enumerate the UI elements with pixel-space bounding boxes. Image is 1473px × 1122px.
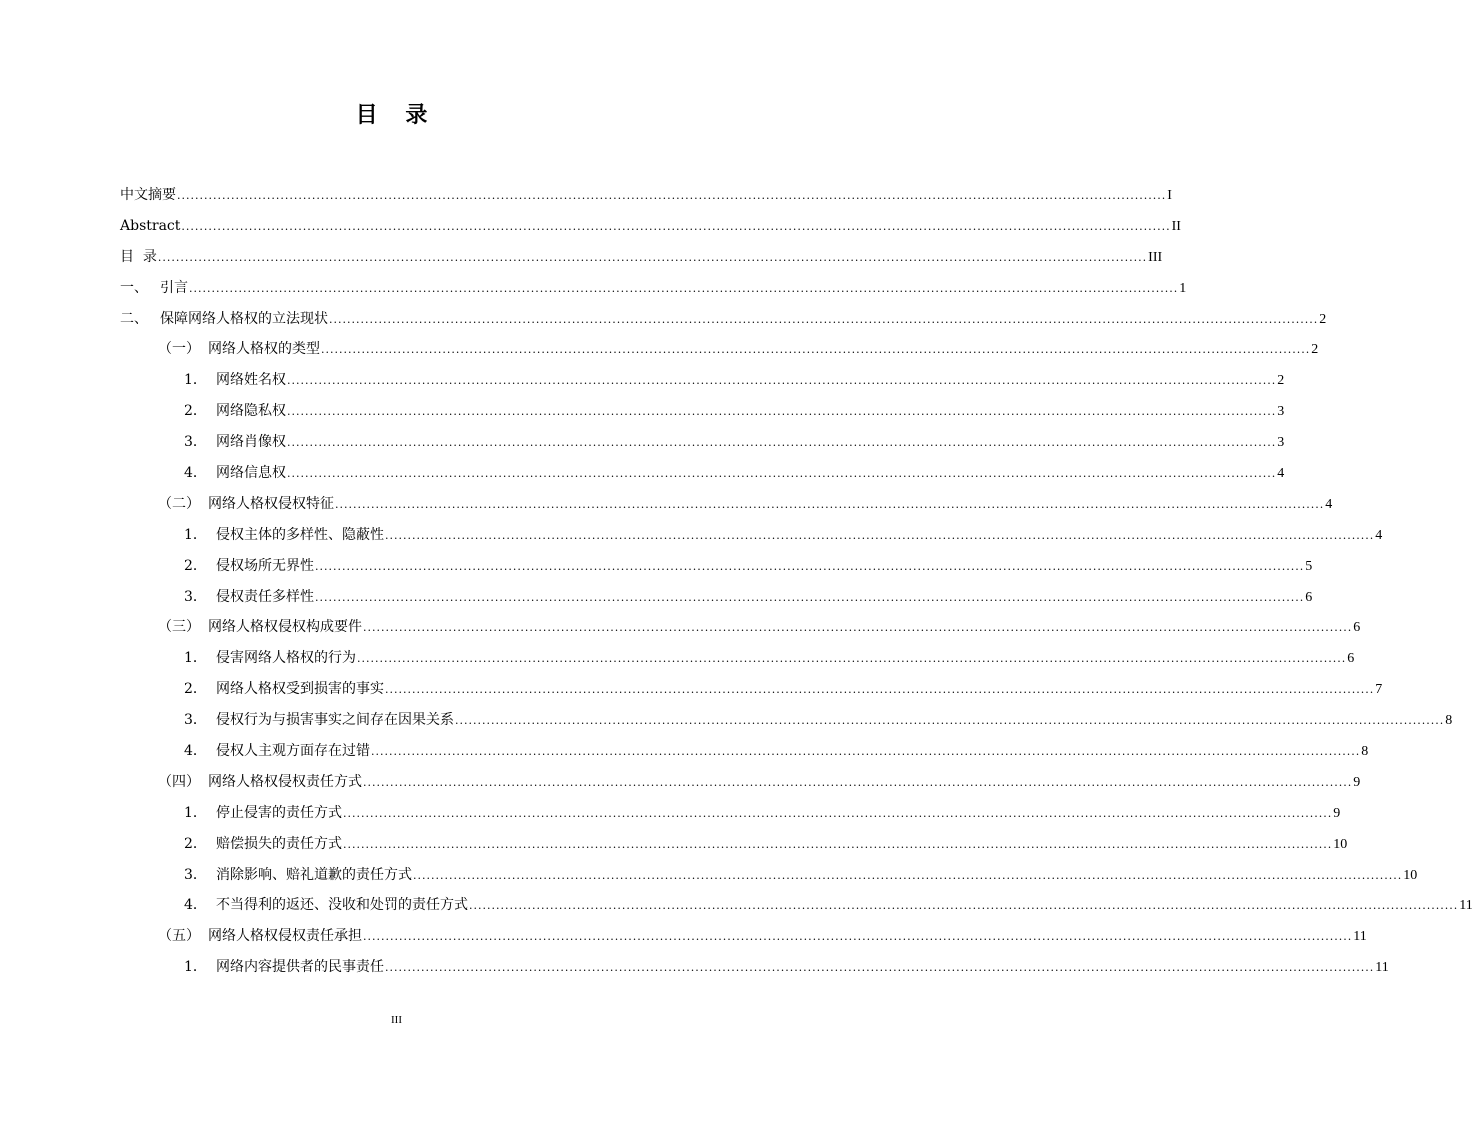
toc-entry-number: （四） — [158, 773, 200, 790]
toc-entry[interactable] — [120, 705, 1453, 736]
toc-entry-number: （一） — [158, 341, 200, 358]
toc-entry-number: 4． — [184, 897, 207, 914]
toc-entry[interactable] — [120, 643, 1355, 674]
toc-entry-number: 2． — [184, 835, 207, 852]
toc-entry-page: 2 — [1277, 373, 1285, 389]
toc-leader-dots: ............................................................................................................................................................................................................................ — [287, 405, 1277, 419]
page-title: 目 录 — [355, 103, 438, 128]
toc-leader-dots: ............................................................................................................................................................................................................................ — [363, 775, 1353, 789]
toc-entry-page: 10 — [1403, 867, 1418, 883]
toc-entry-number: 1． — [184, 372, 207, 389]
toc-entry[interactable] — [120, 180, 1172, 211]
toc-entry-title: 不当得利的返还、没收和处罚的责任方式 — [216, 897, 468, 914]
toc-entry[interactable] — [120, 273, 1187, 304]
toc-leader-dots: ............................................................................................................................................................................................................................ — [455, 714, 1445, 728]
toc-entry-page: 11 — [1459, 898, 1473, 914]
toc-entry-title: 侵权场所无界性 — [216, 557, 314, 574]
toc-leader-dots: ............................................................................................................................................................................................................................ — [287, 467, 1277, 481]
toc-entry-number: 4． — [184, 465, 207, 482]
toc-entry-title: 消除影响、赔礼道歉的责任方式 — [216, 866, 412, 883]
toc-entry-page: 11 — [1375, 960, 1389, 976]
toc-entry-number: 1． — [184, 650, 207, 667]
toc-leader-dots: ............................................................................................................................................................................................................................ — [371, 745, 1361, 759]
toc-entry-number: （三） — [158, 619, 200, 636]
toc-leader-dots: ............................................................................................................................................................................................................................ — [181, 219, 1171, 233]
toc-entry-page: 3 — [1277, 404, 1285, 420]
toc-entry-title: 侵权人主观方面存在过错 — [216, 743, 370, 760]
toc-entry-title: 停止侵害的责任方式 — [216, 804, 342, 821]
toc-leader-dots: ............................................................................................................................................................................................................................ — [189, 281, 1179, 295]
toc-entry-number: 3． — [184, 434, 207, 451]
toc-entry-page: 2 — [1319, 311, 1327, 327]
toc-entry-title: 网络姓名权 — [216, 372, 286, 389]
toc-entry-title: 侵权行为与损害事实之间存在因果关系 — [216, 712, 454, 729]
toc-entry-title: 网络人格权的类型 — [208, 341, 320, 358]
toc-entry[interactable] — [120, 952, 1389, 983]
toc-entry-page: 4 — [1277, 466, 1285, 482]
toc-entry[interactable] — [120, 334, 1319, 365]
toc-entry[interactable] — [120, 921, 1367, 952]
toc-leader-dots: ............................................................................................................................................................................................................................ — [343, 837, 1333, 851]
toc-entry[interactable] — [120, 304, 1327, 335]
toc-entry-page: I — [1167, 188, 1172, 203]
table-of-contents — [120, 180, 1473, 983]
toc-entry-number: 2． — [184, 557, 207, 574]
toc-entry-title: 网络人格权受到损害的事实 — [216, 681, 384, 698]
toc-entry[interactable] — [120, 211, 1181, 242]
toc-entry-title: 网络人格权侵权责任方式 — [208, 773, 362, 790]
toc-entry-page: II — [1171, 218, 1181, 234]
toc-entry-page: 1 — [1179, 280, 1187, 296]
toc-entry-title: 保障网络人格权的立法现状 — [160, 310, 328, 327]
toc-entry-page: 6 — [1305, 589, 1313, 605]
toc-entry[interactable] — [120, 736, 1369, 767]
toc-leader-dots: ............................................................................................................................................................................................................................ — [335, 497, 1325, 511]
toc-entry[interactable] — [120, 458, 1285, 489]
toc-entry-title: 网络内容提供者的民事责任 — [216, 959, 384, 976]
toc-entry-page: 3 — [1277, 435, 1285, 451]
toc-entry-number: 1． — [184, 804, 207, 821]
toc-entry-page: 11 — [1353, 929, 1367, 945]
toc-entry-number: 二、 — [120, 310, 148, 327]
toc-entry-title: Abstract — [120, 217, 181, 234]
toc-entry-number: 一、 — [120, 279, 148, 296]
toc-leader-dots: ............................................................................................................................................................................................................................ — [363, 621, 1353, 635]
toc-entry-page: 6 — [1347, 651, 1355, 667]
toc-entry-title: 网络信息权 — [216, 465, 286, 482]
toc-leader-dots: ............................................................................................................................................................................................................................ — [177, 189, 1167, 202]
toc-leader-dots: ............................................................................................................................................................................................................................ — [321, 343, 1311, 357]
toc-entry-page: 7 — [1375, 682, 1383, 698]
toc-entry-page: 5 — [1305, 558, 1313, 574]
toc-entry[interactable] — [120, 674, 1383, 705]
toc-leader-dots: ............................................................................................................................................................................................................................ — [329, 312, 1319, 326]
toc-entry-number: （五） — [158, 928, 200, 945]
toc-entry-number: 3． — [184, 588, 207, 605]
toc-leader-dots: ............................................................................................................................................................................................................................ — [157, 250, 1148, 264]
toc-entry-page: 10 — [1333, 836, 1348, 852]
toc-entry-number: 3． — [184, 712, 207, 729]
toc-entry-title: 侵权主体的多样性、隐蔽性 — [216, 526, 384, 543]
toc-leader-dots: ............................................................................................................................................................................................................................ — [385, 683, 1375, 697]
toc-entry[interactable] — [120, 551, 1313, 582]
toc-entry-number: （二） — [158, 495, 200, 512]
toc-entry-title: 引言 — [160, 279, 188, 296]
toc-leader-dots: ............................................................................................................................................................................................................................ — [315, 559, 1305, 573]
toc-leader-dots: ............................................................................................................................................................................................................................ — [363, 930, 1353, 944]
toc-entry-number: 2． — [184, 403, 207, 420]
toc-entry[interactable] — [120, 767, 1361, 798]
page-number: III — [391, 1014, 402, 1026]
toc-entry[interactable] — [120, 427, 1285, 458]
toc-entry[interactable] — [120, 489, 1333, 520]
toc-leader-dots: ............................................................................................................................................................................................................................ — [385, 961, 1375, 975]
toc-entry-title: 侵权责任多样性 — [216, 588, 314, 605]
toc-entry-page: 6 — [1353, 620, 1361, 636]
toc-entry-page: 4 — [1325, 496, 1333, 512]
toc-entry-title: 中文摘要 — [120, 187, 176, 203]
toc-entry-title: 网络人格权侵权责任承担 — [208, 928, 362, 945]
toc-leader-dots: ............................................................................................................................................................................................................................ — [413, 868, 1403, 882]
toc-entry[interactable] — [120, 612, 1361, 643]
toc-entry-title: 侵害网络人格权的行为 — [216, 650, 356, 667]
toc-entry[interactable] — [120, 365, 1285, 396]
toc-entry-title: 网络人格权侵权特征 — [208, 495, 334, 512]
toc-entry-title: 赔偿损失的责任方式 — [216, 835, 342, 852]
toc-entry-number: 1． — [184, 959, 207, 976]
toc-entry-page: III — [1148, 249, 1163, 265]
toc-leader-dots: ............................................................................................................................................................................................................................ — [469, 899, 1459, 913]
toc-entry[interactable] — [120, 396, 1285, 427]
toc-entry-title: 网络人格权侵权构成要件 — [208, 619, 362, 636]
toc-entry[interactable] — [120, 520, 1383, 551]
toc-entry[interactable] — [120, 829, 1348, 860]
toc-entry[interactable] — [120, 890, 1473, 921]
toc-entry-number: 1． — [184, 526, 207, 543]
toc-entry-page: 4 — [1375, 527, 1383, 543]
toc-entry-page: 8 — [1361, 744, 1369, 760]
toc-entry[interactable] — [120, 860, 1418, 891]
toc-leader-dots: ............................................................................................................................................................................................................................ — [385, 528, 1375, 542]
toc-entry-number: 3． — [184, 866, 207, 883]
toc-entry-page: 9 — [1353, 774, 1361, 790]
toc-leader-dots: ............................................................................................................................................................................................................................ — [287, 374, 1277, 388]
toc-entry-title: 网络肖像权 — [216, 434, 286, 451]
toc-entry[interactable] — [120, 582, 1313, 613]
toc-entry[interactable] — [120, 798, 1341, 829]
toc-entry-page: 9 — [1333, 805, 1341, 821]
toc-entry[interactable] — [120, 242, 1163, 273]
toc-leader-dots: ............................................................................................................................................................................................................................ — [357, 652, 1347, 666]
toc-leader-dots: ............................................................................................................................................................................................................................ — [343, 806, 1333, 820]
toc-leader-dots: ............................................................................................................................................................................................................................ — [315, 590, 1305, 604]
toc-entry-number: 4． — [184, 743, 207, 760]
toc-entry-number: 2． — [184, 681, 207, 698]
toc-entry-page: 8 — [1445, 713, 1453, 729]
toc-entry-title: 目 录 — [120, 248, 157, 265]
toc-leader-dots: ............................................................................................................................................................................................................................ — [287, 436, 1277, 450]
toc-entry-page: 2 — [1311, 342, 1319, 358]
toc-entry-title: 网络隐私权 — [216, 403, 286, 420]
